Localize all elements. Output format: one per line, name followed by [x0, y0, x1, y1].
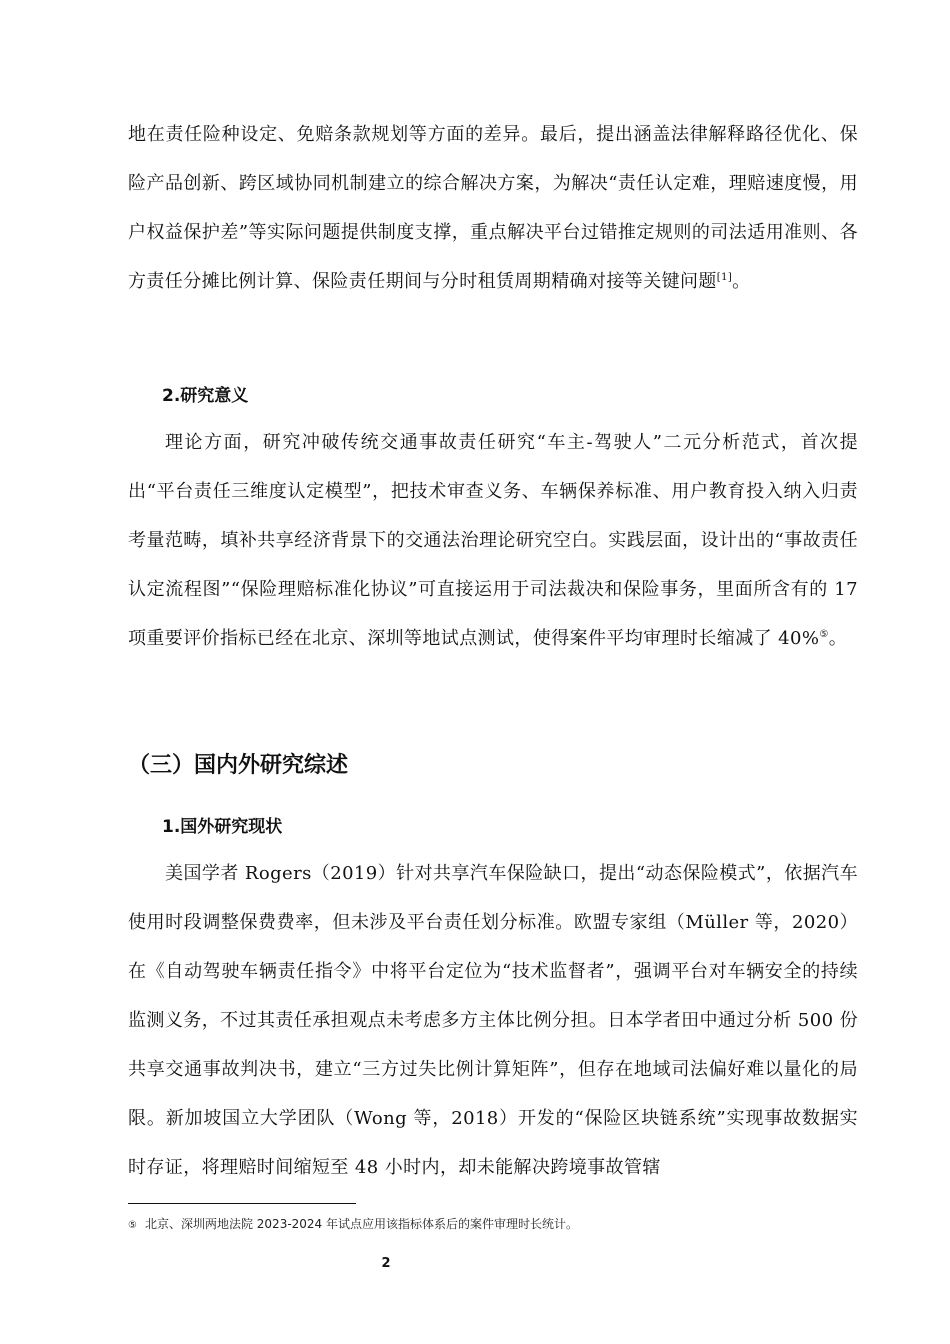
footnote-separator: [128, 1203, 356, 1204]
paragraph-text: 理论方面，研究冲破传统交通事故责任研究“车主-驾驶人”二元分析范式，首次提出“平台责任三维度认定模型”，把技术审查义务、车辆保养标准、用户教育投入纳入归责考量范畴，填补共享经济背景下的交通法治理论研究空白。实践层面，设计出的“事故责任认定流程图”“保险理赔标准化协议”可直接运用于司法裁决和保险事务，里面所含有的 17 项重要评价指标已经在北京、深圳等地试点测试，使得案件平均审理时长缩减了 40%: [128, 432, 858, 649]
page-number: 2: [381, 1256, 391, 1271]
paragraph-foreign-research: 美国学者 Rogers（2019）针对共享汽车保险缺口，提出“动态保险模式”，依据汽车使用时段调整保费费率，但未涉及平台责任划分标准。欧盟专家组（Müller 等，2020）在《自动驾驶车辆责任指令》中将平台定位为“技术监督者”，强调平台对车辆安全的持续监测义务，不过其责任承担观点未考虑多方主体比例分担。日本学者田中通过分析 500 份共享交通事故判决书，建立“三方过失比例计算矩阵”，但存在地域司法偏好难以量化的局限。新加坡国立大学团队（Wong 等，2018）开发的“保险区块链系统”实现事故数据实时存证，将理赔时间缩短至 48 小时内，却未能解决跨境事故管辖: [128, 863, 858, 1178]
footnote-text: 北京、深圳两地法院 2023-2024 年试点应用该指标体系后的案件审理时长统计。: [144, 1217, 579, 1231]
footnote-reference[interactable]: ⑤: [819, 629, 829, 640]
paragraph-continued: [128, 110, 858, 306]
footnote: [128, 1215, 578, 1232]
section-heading-significance: 2.研究意义: [162, 386, 249, 406]
paragraph-end: 。: [828, 628, 848, 649]
paragraph-end: 。: [732, 271, 751, 292]
footnote-mark: ⑤: [128, 1220, 137, 1231]
citation-marker[interactable]: [1]: [716, 272, 733, 283]
paragraph-significance: [128, 418, 858, 663]
paragraph-text: 地在责任险种设定、免赔条款规划等方面的差异。最后，提出涵盖法律解释路径优化、保险产品创新、跨区域协同机制建立的综合解决方案，为解决“责任认定难，理赔速度慢，用户权益保护差”等实际问题提供制度支撑，重点解决平台过错推定规则的司法适用准则、各方责任分摊比例计算、保险责任期间与分时租赁周期精确对接等关键问题: [128, 124, 858, 292]
subsection-heading-foreign: 1.国外研究现状: [162, 817, 283, 837]
section-heading-review: （三）国内外研究综述: [128, 753, 349, 778]
